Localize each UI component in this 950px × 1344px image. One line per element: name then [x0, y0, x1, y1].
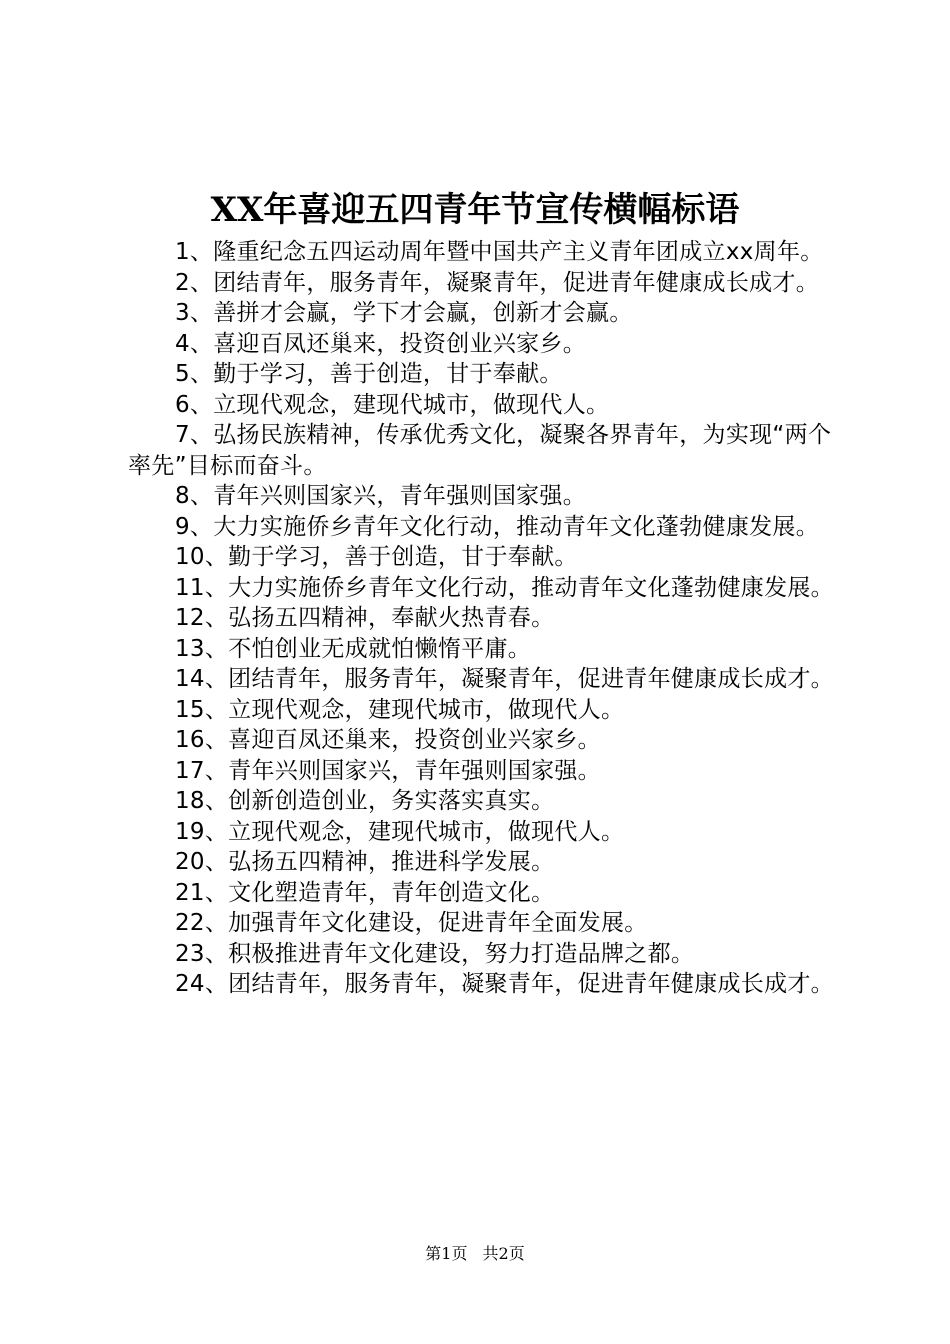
list-item: 17、青年兴则国家兴，青年强则国家强。 — [175, 757, 601, 784]
list-item: 8、青年兴则国家兴，青年强则国家强。 — [175, 483, 587, 509]
page-number: 第1页 — [425, 1244, 468, 1263]
list-item: 10、勤于学习，善于创造，甘于奉献。 — [175, 544, 578, 570]
list-item: 16、喜迎百凤还巢来，投资创业兴家乡。 — [175, 727, 601, 753]
slogan-list — [128, 237, 834, 1000]
list-item: 14、团结青年，服务青年，凝聚青年，促进青年健康成长成才。 — [175, 666, 834, 692]
list-item: 20、弘扬五四精神，推进科学发展。 — [175, 849, 555, 875]
list-item: 24、团结青年，服务青年，凝聚青年，促进青年健康成长成才。 — [175, 971, 834, 997]
list-item: 5、勤于学习，善于创造，甘于奉献。 — [175, 361, 563, 387]
document-title: XX年喜迎五四青年节宣传横幅标语 — [210, 190, 740, 230]
list-item: 13、不怕创业无成就怕懒惰平庸。 — [175, 635, 532, 662]
list-item: 23、积极推进青年文化建设，努力打造品牌之都。 — [175, 940, 695, 967]
list-item: 6、立现代观念，建现代城市，做现代人。 — [175, 391, 610, 418]
list-item: 1、隆重纪念五四运动周年暨中国共产主义青年团成立xx周年。 — [175, 239, 824, 265]
list-item: 7、弘扬民族精神，传承优秀文化，凝聚各界青年，为实现“两个率先”目标而奋斗。 — [128, 422, 832, 479]
list-item: 9、大力实施侨乡青年文化行动，推动青年文化蓬勃健康发展。 — [175, 513, 820, 540]
list-item: 11、大力实施侨乡青年文化行动，推动青年文化蓬勃健康发展。 — [175, 574, 834, 601]
list-item: 4、喜迎百凤还巢来，投资创业兴家乡。 — [175, 330, 587, 357]
list-item: 19、立现代观念，建现代城市，做现代人。 — [175, 818, 625, 845]
list-item: 18、创新创造创业，务实落实真实。 — [175, 788, 555, 814]
list-item: 12、弘扬五四精神，奉献火热青春。 — [175, 605, 555, 631]
list-item: 21、文化塑造青年，青年创造文化。 — [175, 879, 555, 906]
list-item: 3、善拼才会赢，学下才会赢，创新才会赢。 — [175, 300, 633, 326]
list-item: 15、立现代观念，建现代城市，做现代人。 — [175, 696, 625, 723]
page-total: 共2页 — [482, 1244, 525, 1263]
list-item: 22、加强青年文化建设，促进青年全面发展。 — [175, 910, 648, 936]
page-footer — [0, 1242, 950, 1266]
list-item: 2、团结青年，服务青年，凝聚青年，促进青年健康成长成才。 — [175, 269, 820, 296]
